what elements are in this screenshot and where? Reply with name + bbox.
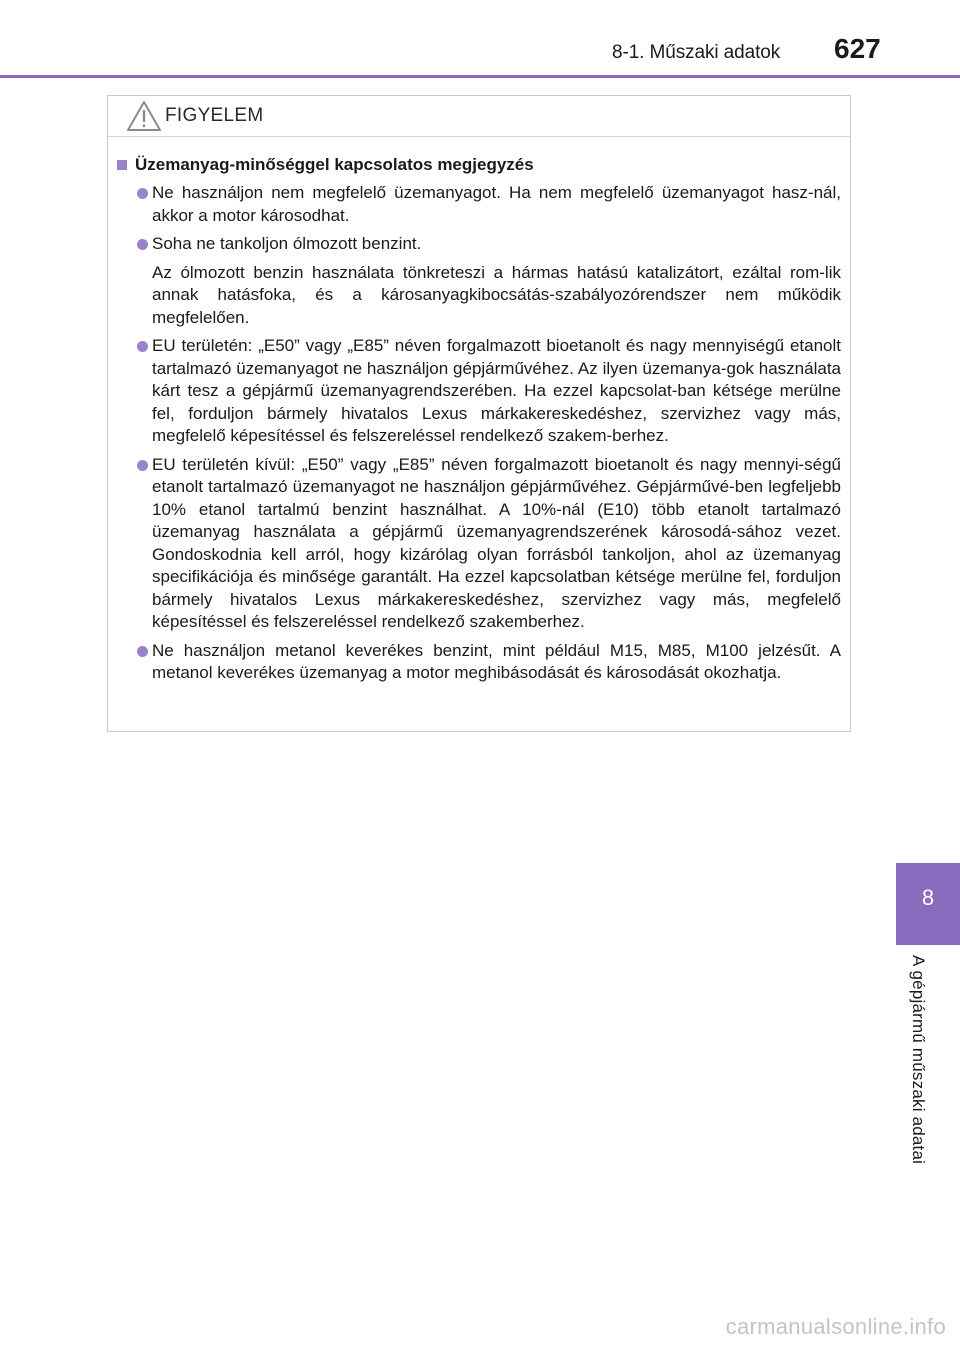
warning-content	[108, 152, 850, 691]
page-number: 627	[834, 33, 881, 64]
header-divider	[0, 75, 960, 78]
chapter-tab-number: 8	[921, 885, 935, 910]
list-item-text: Soha ne tankoljon ólmozott benzint.	[152, 234, 422, 253]
section-heading	[108, 152, 850, 178]
list-item-extra-text: Az ólmozott benzin használata tönkreteszi a hármas hatású katalizátort, ezáltal rom-lik annak hatásfoka, és a károsanyagkibocsátás-szabályozórendszer nem működik megfelelően.	[152, 262, 841, 327]
list-item	[108, 454, 850, 634]
list-item-text: Ne használjon nem megfelelő üzemanyagot. Ha nem megfelelő üzemanyagot hasz-nál, akkor a motor károsodhat.	[152, 183, 841, 225]
section-heading-text: Üzemanyag-minőséggel kapcsolatos megjegyzés	[135, 155, 534, 174]
list-item	[108, 335, 850, 448]
warning-triangle-icon	[126, 100, 162, 132]
circle-bullet-icon	[137, 646, 148, 657]
warning-box	[107, 95, 851, 732]
list-item	[108, 233, 850, 329]
list-item-text: Ne használjon metanol keverékes benzint, mint például M15, M85, M100 jelzésűt. A metanol keverékes üzemanyag a motor meghibásodását és károsodását okozhatja.	[152, 640, 841, 682]
circle-bullet-icon	[137, 188, 148, 199]
warning-title: FIGYELEM	[165, 105, 264, 126]
section-title: 8-1. Műszaki adatok	[612, 42, 781, 63]
footer-watermark: carmanualsonline.info	[725, 1314, 946, 1339]
list-item-text: EU területén kívül: „E50” vagy „E85” néven forgalmazott bioetanolt és nagy mennyi-ségű etanolt tartalmazó üzemanyagot ne használjon gépjárművéhez. Gépjárművé-ben legfeljebb 10% etanol tartalmú benzint használhat. A 10%-nál (E10) több etanolt tartalmazó üzemanyag használata a gépjármű üzemanyagrendszerének károsodá-sához vezet. Gondoskodnia kell arról, hogy kizárólag olyan forrásból tankoljon, ahol az üzemanyag specifikációja és minősége garantált. Ha ezzel kapcsolatban kétsége merülne fel, forduljon bármely hivatalos Lexus márkakereskedéshez, szervizhez vagy más, megfelelő képesítéssel és felszereléssel rendelkező szakemberhez.	[152, 454, 841, 631]
list-item-text: EU területén: „E50” vagy „E85” néven forgalmazott bioetanolt és nagy mennyiségű etanolt tartalmazó üzemanyagot ne használjon gépjárművéhez. Az ilyen üzemanya-gok használata kárt tesz a gépjármű üzemanyagrendszerében. Ha ezzel kapcsolat-ban kétsége merülne fel, forduljon bármely hivatalos Lexus márkakereskedéshez, szervizhez vagy más, megfelelő képesítéssel és felszereléssel rendelkező szakem-berhez.	[152, 336, 841, 445]
circle-bullet-icon	[137, 341, 148, 352]
list-item	[108, 640, 850, 685]
circle-bullet-icon	[137, 239, 148, 250]
square-bullet-icon	[117, 160, 127, 170]
circle-bullet-icon	[137, 460, 148, 471]
list-item	[108, 182, 850, 227]
warning-header	[108, 96, 850, 137]
chapter-tab-label: A gépjármű műszaki adatai	[909, 955, 928, 1165]
chapter-tab	[896, 863, 960, 945]
